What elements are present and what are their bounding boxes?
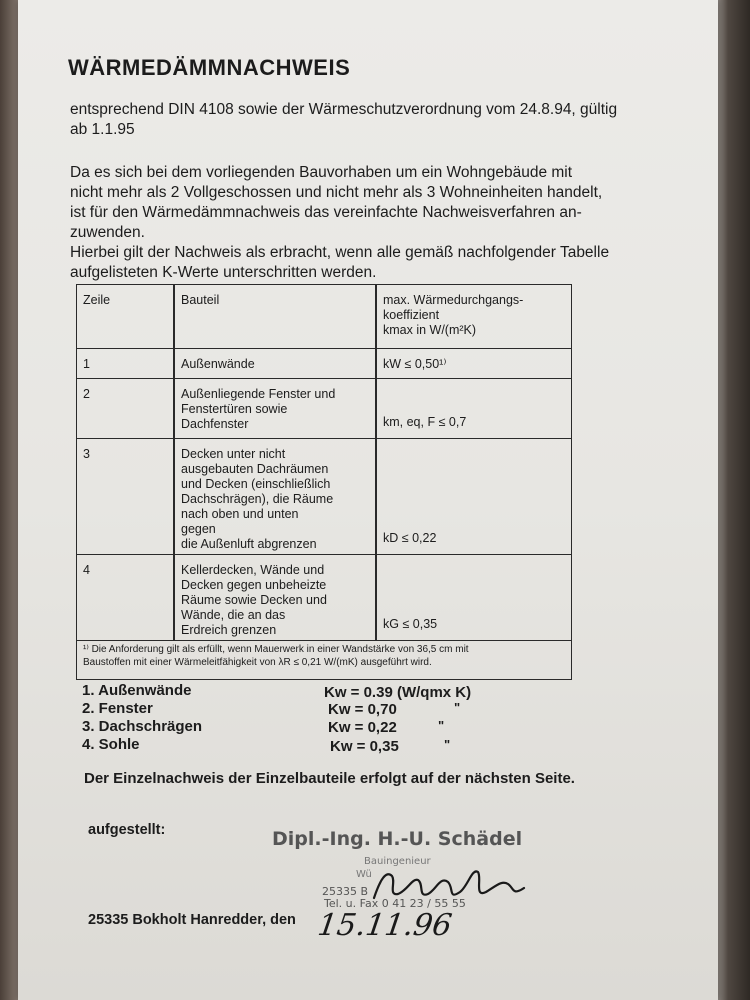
intro-line: ab 1.1.95 [70, 121, 135, 138]
ditto-mark: " [444, 737, 451, 752]
result-value: Kw = 0.39 (W/qmx K) [324, 684, 472, 701]
place-date-label: 25335 Bokholt Hanredder, den [88, 912, 296, 928]
result-label: 4. Sohle [82, 736, 140, 753]
table-row: 2 Außenliegende Fenster und Fenstertüren sowie Dachfenster km, eq, F ≤ 0,7 [77, 379, 571, 439]
result-label: 1. Außenwände [82, 682, 192, 699]
stamp-line: 25335 B [322, 885, 369, 898]
paragraph-line: Hierbei gilt der Nachweis als erbracht, wenn alle gemäß nachfolgender Tabelle [70, 244, 610, 261]
intro-text [70, 100, 617, 140]
table-row: 1 Außenwände kW ≤ 0,50¹⁾ [77, 349, 571, 379]
stamp-line: Wü [356, 869, 372, 880]
document-page [18, 0, 718, 1000]
intro-line: entsprechend DIN 4108 sowie der Wärmeschutzverordnung vom 24.8.94, gültig [70, 101, 618, 118]
k-value: kG ≤ 0,35 [383, 617, 438, 631]
results-list [82, 682, 202, 754]
aufgestellt-label: aufgestellt: [88, 822, 166, 838]
table-footnote: ¹⁾ Die Anforderung gilt als erfüllt, wenn Mauerwerk in einer Wandstärke von 36,5 cm mit Baustoffen mit einer Wärmeleitfähigkeit von λR ≤ 0,21 W/(mK) ausgeführt wird. [83, 644, 469, 668]
header-zeile: Zeile [83, 293, 111, 307]
paragraph-line: aufgelisteten K-Werte unterschritten werden. [70, 264, 377, 281]
result-label: 3. Dachschrägen [82, 718, 203, 735]
paragraph-line: zuwenden. [70, 224, 145, 241]
header-kmax: max. Wärmedurchgangs- koeffizient kmax in W/(m²K) [383, 293, 524, 337]
result-label: 2. Fenster [82, 700, 153, 717]
paragraph-line: nicht mehr als 2 Vollgeschossen und nicht mehr als 3 Wohneinheiten handelt, [70, 184, 603, 201]
stamp-line: Tel. u. Fax 0 41 23 / 55 55 [324, 897, 466, 910]
k-value: km, eq, F ≤ 0,7 [383, 415, 467, 429]
paragraph-line: Da es sich bei dem vorliegenden Bauvorhaben um ein Wohngebäude mit [70, 164, 573, 181]
stamp-line: Bauingenieur [364, 856, 431, 867]
document-title: WÄRMEDÄMMNACHWEIS [68, 55, 351, 80]
handwritten-date: 15.11.96 [315, 908, 455, 943]
body-paragraph [70, 163, 609, 283]
table-row: 4 Kellerdecken, Wände und Decken gegen unbeheizte Räume sowie Decken und Wände, die an das Erdreich grenzen kG ≤ 0,35 [77, 555, 571, 641]
ditto-mark: " [438, 718, 445, 733]
table-row: 3 Decken unter nicht ausgebauten Dachräumen und Decken (einschließlich Dachschrägen), die Räume nach oben und unten gegen die Außenluft abgrenzen kD ≤ 0,22 [77, 439, 571, 555]
k-value: kD ≤ 0,22 [383, 531, 437, 545]
table-header-row [77, 285, 571, 349]
paragraph-line: ist für den Wärmedämmnachweis das vereinfachte Nachweisverfahren an- [70, 204, 582, 221]
result-value: Kw = 0,70 [328, 701, 397, 718]
ditto-mark: " [454, 700, 461, 715]
k-value: kW ≤ 0,50¹⁾ [383, 357, 447, 371]
header-bauteil: Bauteil [181, 293, 220, 307]
result-value: Kw = 0,35 [330, 738, 399, 755]
handwritten-signature [368, 858, 528, 908]
k-value-table [76, 284, 572, 680]
result-value: Kw = 0,22 [328, 719, 397, 736]
stamp-name: Dipl.-Ing. H.-U. Schädel [272, 828, 523, 850]
einzelnachweis-note: Der Einzelnachweis der Einzelbauteile erfolgt auf der nächsten Seite. [84, 770, 575, 787]
